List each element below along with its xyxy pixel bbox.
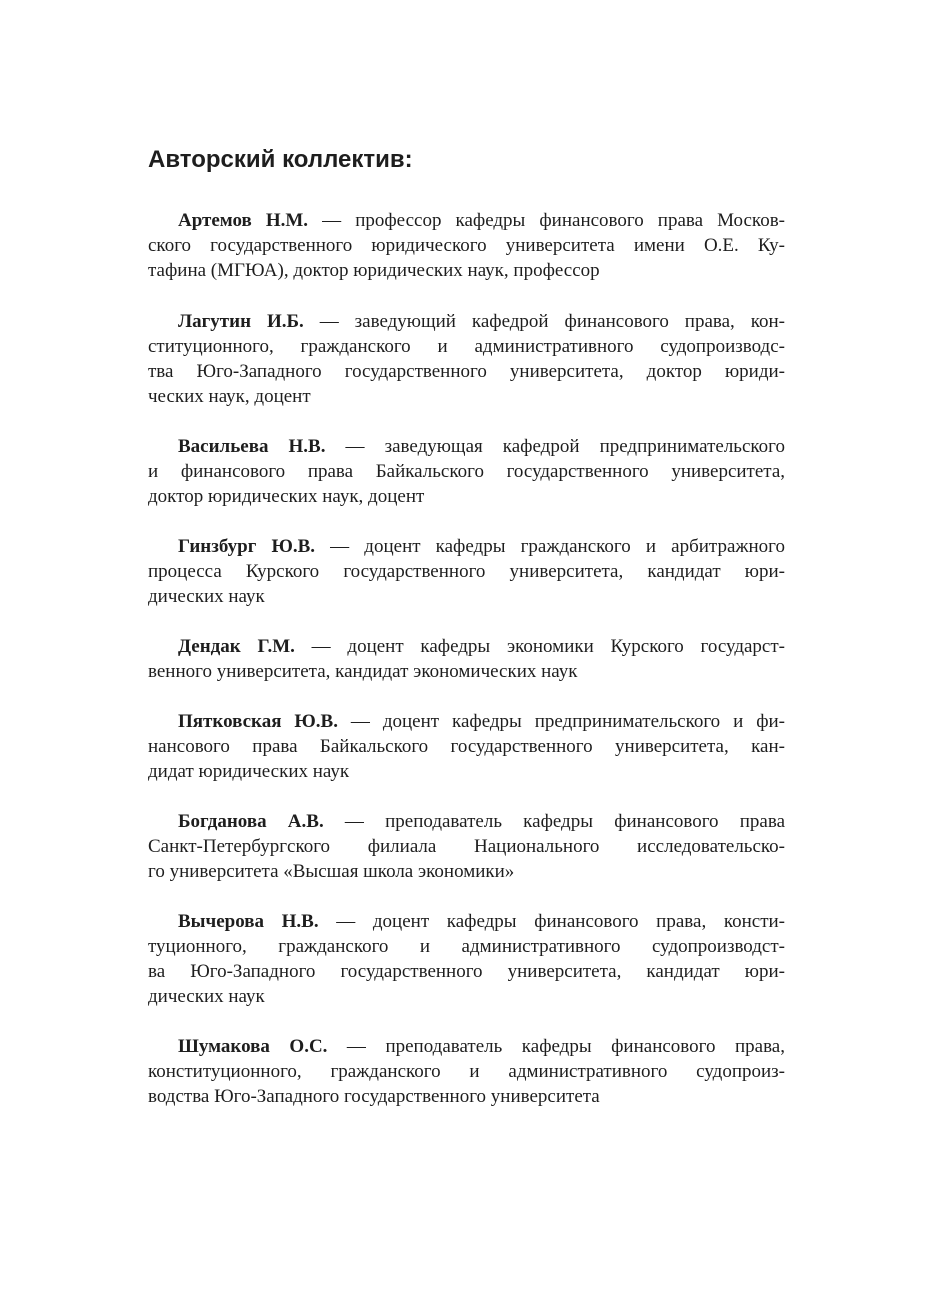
entry-line: го университета «Высшая школа экономики» <box>148 861 515 882</box>
entry-text: — преподаватель кафедры финансового права <box>323 811 785 832</box>
author-entry <box>148 1034 785 1109</box>
author-name: Вычерова Н.В. <box>178 911 319 932</box>
entry-line: Санкт-Петербургского филиала Национального исследовательско- <box>148 836 785 857</box>
entry-line: водства Юго-Западного государственного университета <box>148 1086 600 1107</box>
author-entry <box>148 909 785 1009</box>
entry-line <box>148 208 785 233</box>
author-entry <box>148 434 785 509</box>
entry-line: туционного, гражданского и административного судопроизводст- <box>148 936 785 957</box>
entry-line: ва Юго-Западного государственного университета, кандидат юри- <box>148 961 785 982</box>
author-entry <box>148 709 785 784</box>
entry-text: — доцент кафедры гражданского и арбитражного <box>315 536 786 557</box>
entry-line <box>148 309 785 334</box>
entry-line: венного университета, кандидат экономических наук <box>148 661 578 682</box>
entry-line <box>148 709 785 734</box>
entry-line: дических наук <box>148 986 265 1007</box>
author-name: Артемов Н.М. <box>178 210 309 231</box>
entry-line <box>148 909 785 934</box>
entry-line <box>148 434 785 459</box>
entry-line: дидат юридических наук <box>148 761 350 782</box>
author-entry <box>148 309 785 409</box>
entry-line: тва Юго-Западного государственного университета, доктор юриди- <box>148 361 785 382</box>
entry-line: дических наук <box>148 586 265 607</box>
page-title: Авторский коллектив: <box>148 146 413 173</box>
entry-line: ческих наук, доцент <box>148 386 311 407</box>
entry-line: и финансового права Байкальского государственного университета, <box>148 461 785 482</box>
entry-line <box>148 634 785 659</box>
author-name: Пятковская Ю.В. <box>178 711 338 732</box>
author-name: Гинзбург Ю.В. <box>178 536 316 557</box>
author-entry <box>148 208 785 283</box>
author-name: Лагутин И.Б. <box>178 311 304 332</box>
author-name: Дендак Г.М. <box>178 636 295 657</box>
entry-line: доктор юридических наук, доцент <box>148 486 425 507</box>
author-entry <box>148 534 785 609</box>
entry-line: процесса Курского государственного университета, кандидат юри- <box>148 561 785 582</box>
entry-line: ского государственного юридического университета имени О.Е. Ку- <box>148 235 785 256</box>
entry-line <box>148 534 785 559</box>
entry-text: — заведующий кафедрой финансового права, кон- <box>303 311 786 332</box>
entry-line: конституционного, гражданского и административного судопроиз- <box>148 1061 785 1082</box>
author-entry <box>148 634 785 684</box>
entry-line: нансового права Байкальского государственного университета, кан- <box>148 736 785 757</box>
entry-text: — профессор кафедры финансового права Москов- <box>308 210 785 231</box>
entry-line: тафина (МГЮА), доктор юридических наук, профессор <box>148 260 600 281</box>
entry-text: — заведующая кафедрой предпринимательского <box>325 436 785 457</box>
entry-text: — доцент кафедры экономики Курского государст- <box>294 636 785 657</box>
author-entry <box>148 809 785 884</box>
entry-text: — доцент кафедры финансового права, консти- <box>318 911 785 932</box>
author-name: Богданова А.В. <box>178 811 324 832</box>
author-name: Шумакова О.С. <box>178 1036 328 1057</box>
entry-line <box>148 1034 785 1059</box>
entry-text: — доцент кафедры предпринимательского и фи- <box>337 711 785 732</box>
author-name: Васильева Н.В. <box>178 436 326 457</box>
entry-text: — преподаватель кафедры финансового права, <box>327 1036 785 1057</box>
entry-line: ституционного, гражданского и административного судопроизводс- <box>148 336 785 357</box>
entry-line <box>148 809 785 834</box>
